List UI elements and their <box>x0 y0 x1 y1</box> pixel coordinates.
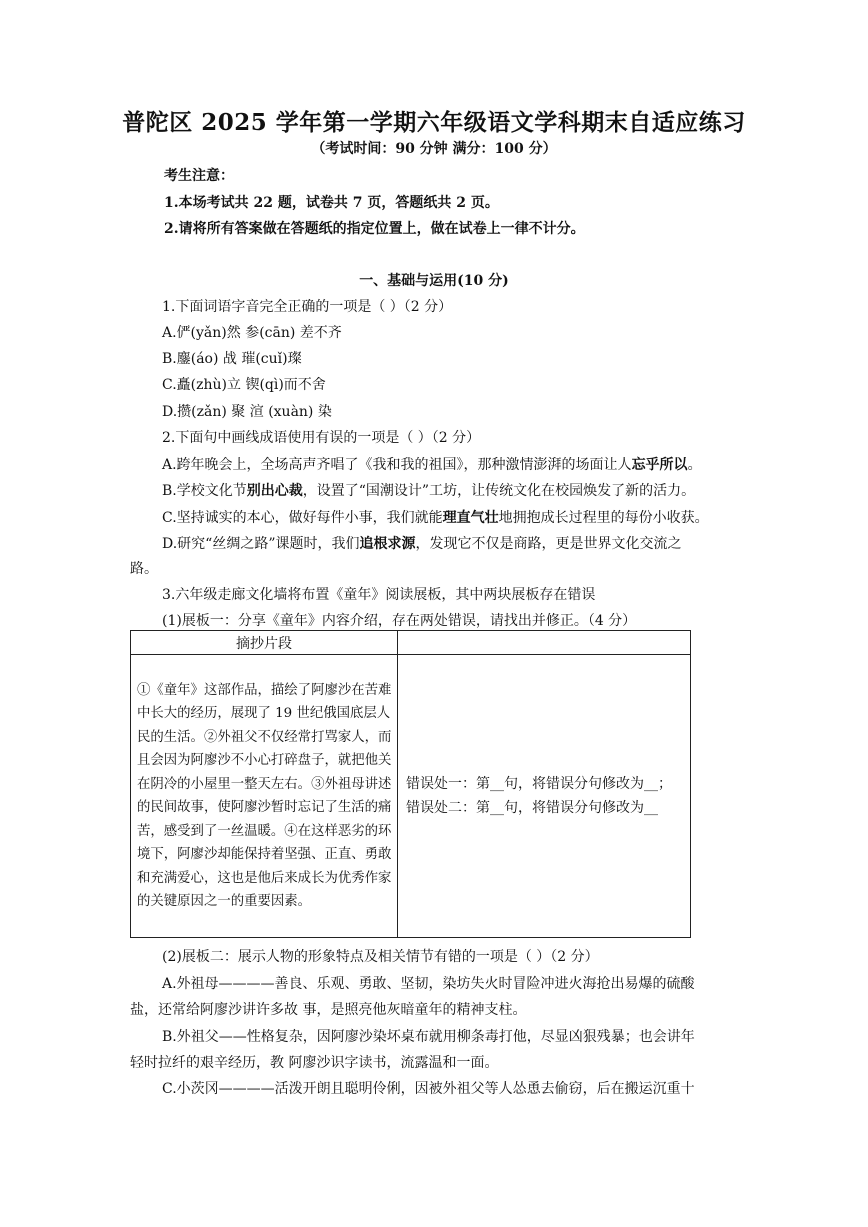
idiom: 忘乎所以 <box>631 457 688 473</box>
answer-cell <box>398 655 691 938</box>
question-3-sub2: (2)展板二：展示人物的形象特点及相关情节有错的一项是（ ）（2 分） <box>162 949 599 965</box>
question-1-stem: 1.下面词语字音完全正确的一项是（ ）（2 分） <box>162 299 453 315</box>
question-3-option-b-wrap: 轻时拉纤的艰辛经历，教 阿廖沙识字读书，流露温和一面。 <box>130 1055 499 1071</box>
page-title: 普陀区 2025 学年第一学期六年级语文学科期末自适应练习 <box>122 109 746 136</box>
question-1-option-d: D.攒(zǎn) 聚 渲 (xuàn) 染 <box>162 404 332 420</box>
table-header-empty <box>398 631 691 655</box>
answer-line: 错误处一：第__句，将错误分句修改为__； <box>406 776 672 792</box>
idiom: 别出心裁 <box>246 483 303 499</box>
question-1-option-b: B.鏖(áo) 战 璀(cuǐ)璨 <box>162 351 302 367</box>
notice-item: 2.请将所有答案做在答题纸的指定位置上，做在试卷上一律不计分。 <box>164 221 585 237</box>
section-title: 一、基础与运用(10 分) <box>359 273 509 289</box>
notice-item: 1.本场考试共 22 题，试卷共 7 页，答题纸共 2 页。 <box>164 195 499 211</box>
question-3-sub1: (1)展板一：分享《童年》内容介绍，存在两处错误，请找出并修正。（4 分） <box>162 613 637 629</box>
question-3-option-c: C.小茨冈————活泼开朗且聪明伶俐，因被外祖父等人怂恿去偷窃，后在搬运沉重十 <box>162 1081 695 1097</box>
notice-heading: 考生注意： <box>164 168 234 184</box>
question-3-option-b: B.外祖父——性格复杂，因阿廖沙染坏桌布就用柳条毒打他，尽显凶狠残暴；也会讲年 <box>162 1029 695 1045</box>
question-2-option-a: A.跨年晚会上，全场高声齐唱了《我和我的祖国》，那种激情澎湃的场面让人忘乎所以。 <box>162 457 702 473</box>
exam-info: （考试时间：90 分钟 满分：100 分） <box>311 141 557 157</box>
question-2-option-d-wrap: 路。 <box>130 561 158 577</box>
question-2-option-b: B.学校文化节别出心裁，设置了“国潮设计”工坊，让传统文化在校园焕发了新的活力。 <box>162 483 696 499</box>
excerpt-table <box>130 630 691 938</box>
question-2-option-c: C.坚持诚实的本心，做好每件小事，我们就能理直气壮地拥抱成长过程里的每份小收获。 <box>162 510 709 526</box>
question-3-option-a-wrap: 盐，还常给阿廖沙讲许多故 事，是照亮他灰暗童年的精神支柱。 <box>130 1002 527 1018</box>
idiom: 理直气壮 <box>442 510 499 526</box>
idiom: 追根求源 <box>359 536 416 552</box>
excerpt-text: ①《童年》这部作品，描绘了阿廖沙在苦难中长大的经历，展现了 19 世纪俄国底层人民的生活。②外祖父不仅经常打骂家人，而且会因为阿廖沙不小心打碎盘子，就把他关在阴冷的小屋里一整天左右。③外祖母讲述的民间故事，使阿廖沙暂时忘记了生活的痛苦，感受到了一丝温暖。④在这样恶劣的环境下，阿廖沙却能保持着坚强、正直、勇敢和充满爱心，这也是他后来成长为优秀作家的关键原因之一的重要因素。 <box>131 655 398 938</box>
question-1-option-a: A.俨(yǎn)然 参(cān) 差不齐 <box>162 325 342 341</box>
table-header: 摘抄片段 <box>131 631 398 655</box>
question-2-option-d: D.研究“丝绸之路”课题时，我们追根求源，发现它不仅是商路，更是世界文化交流之 <box>162 536 682 552</box>
question-2-stem: 2.下面句中画线成语使用有误的一项是（ ）（2 分） <box>162 430 481 446</box>
question-3-option-a: A.外祖母————善良、乐观、勇敢、坚韧，染坊失火时冒险冲进火海抢出易爆的硫酸 <box>162 976 695 992</box>
question-3-stem: 3.六年级走廊文化墙将布置《童年》阅读展板，其中两块展板存在错误 <box>162 587 596 603</box>
question-1-option-c: C.矗(zhù)立 锲(qì)而不舍 <box>162 377 326 393</box>
answer-line: 错误处二：第__句，将错误分句修改为__ <box>406 800 658 816</box>
